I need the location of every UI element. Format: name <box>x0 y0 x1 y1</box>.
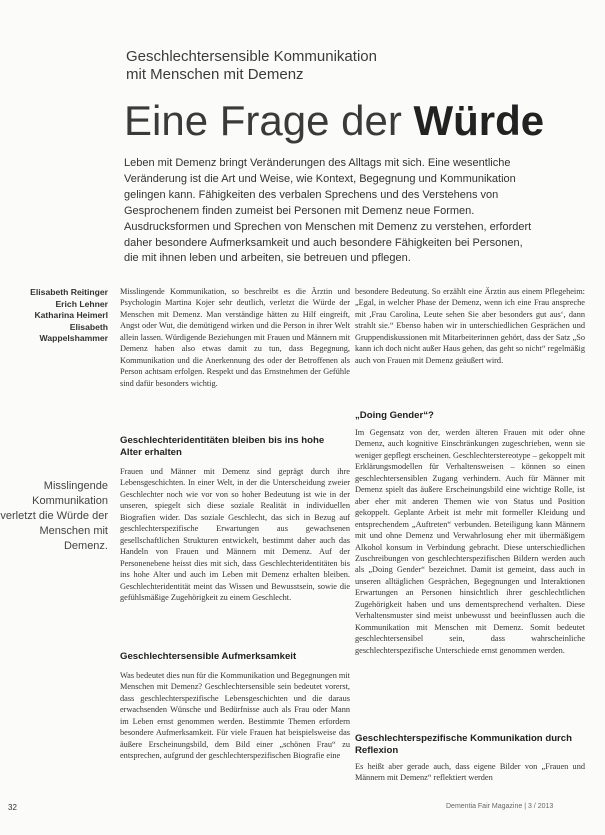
column-2-heading-1: „Doing Gender“? <box>355 410 434 421</box>
column-2-paragraph-2: Im Gegensatz von der, werden älteren Frauen mit oder ohne Demenz, auch kognitive Einschränkungen zugeschrieben, wenn sie weniger gepflegt erscheinen. Geschlechterstereotype – gekoppelt mit Erklärungsmodellen für Verhaltensweisen – können so einen geschlechtersensiblen Zugang verhindern. Auch für Männer mit Demenz spielt das äußere Erscheinungsbild eine wichtige Rolle, ist aber eher mit anderen Themen wie von Status und Position gekoppelt. Geplante Arbeit ist mehr mit formeller Kleidung und entsprechendem „Auftreten“ verbunden. Beteiligung kann Männern mit und ohne Demenz und Verwahrlosung eher mit übermäßigem Alkohol konsum in Verbindung gebracht. Diese unterschiedlichen Zuschreibungen von geschlechterspezifischen Bildern werden auch als „Doing Gender“ bezeichnet. Damit ist gemeint, dass auch in unseren alltäglichen Gesprächen, Begegnungen und Interaktionen Erwartungen an Personen hinsichtlich ihrer geschlechtlichen Zugehörigkeit haben und uns dementsprechend verhalten. Diese Verhaltensmuster sind meist unbewusst und beeinflussen auch die Kommunikation mit Menschen mit Demenz. Somit bedeutet geschlechtersensibel sein, dass wahrscheinliche geschlechterspezifische Unterschiede ernst genommen werden. <box>355 428 585 655</box>
supertitle-line-2: mit Menschen mit Demenz <box>126 66 304 83</box>
supertitle <box>126 48 566 84</box>
supertitle-line-1: Geschlechtersensible Kommunikation <box>126 48 377 65</box>
pull-quote: Misslingende Kommunikation verletzt die Würde der Menschen mit Demenz. <box>0 480 108 552</box>
author-1: Elisabeth Reitinger <box>30 287 108 297</box>
column-1-paragraph-1: Misslingende Kommunikation, so beschreibt es die Ärztin und Psychologin Martina Kojer sehr deutlich, verletzt die Würde der Menschen mit Demenz. Man verständige hätten zu Hilf eingreift, Angst oder Wut, die demütigend wirken und die Person in ihrer Welt allein lassen. Würdigende Beziehungen mit Frauen und Männern mit Demenz haben also etwas damit zu tun, dass Begegnung, Kommunikation und die Anerkennung des oder der Betroffenen als Person achtsam erfolgen. Respekt und das Ernstnehmen der Gefühle sind dafür besonders wichtig. <box>120 287 350 388</box>
column-2-heading-2: Geschlechterspezifische Kommunikation durch Reflexion <box>355 733 572 756</box>
column-1-heading-1: Geschlechteridentitäten bleiben bis ins hohe Alter erhalten <box>120 435 325 458</box>
author-2: Erich Lehner <box>55 298 108 309</box>
column-2-paragraph-3: Es heißt aber gerade auch, dass eigene Bilder von „Frauen und Männern mit Demenz“ reflektiert werden <box>355 762 585 783</box>
page-number: 32 <box>8 803 17 812</box>
author-4: Elisabeth Wappelshammer <box>39 321 108 344</box>
title-bold: Würde <box>413 97 545 144</box>
column-1-paragraph-2: Frauen und Männer mit Demenz sind geprägt durch ihre Lebensgeschichten. In einer Welt, in der die Unterscheidung zweier Geschlechter noch wie vor von so hoher Bedeutung ist wie in der unseren, spiegelt sich diese soziale Realität in individuellen Biografien wider. Das soziale Geschlecht, das sich in Bezug auf geschlechterspezifische Erwartungen aus gewachsenen gesellschaftlichen Strukturen entwickelt, bestimmt daher auch das Handeln von Frauen und Männern mit Demenz. Auf der Personenebene heisst dies mit sich, dass Geschlechteridentitäten bis ins hohe Alter und auch im Leben mit Demenz erhalten bleiben. Geschlechteridentität meint das Wissen und Bewusstsein, sowie die gefühlsmäßige Zugehörigkeit zu einem Geschlecht. <box>120 467 350 602</box>
author-list <box>0 287 108 345</box>
lead-paragraph: Leben mit Demenz bringt Veränderungen des Alltags mit sich. Eine wesentliche Veränderung ist die Art und Weise, wie Kontext, Begegnung und Kommunikation gelingen kann. Fähigkeiten des verbalen Sprechens und des Verstehens von Gesprochenem finden zumeist bei Personen mit Demenz neue Formen. Ausdrucksformen und Sprechen von Menschen mit Demenz zu verstehen, erfordert daher besondere Aufmerksamkeit und auch besondere Fähigkeiten bei Personen, die mit ihnen leben und arbeiten, sie betreuen und pflegen. <box>124 157 532 265</box>
footer-source: Dementia Fair Magazine | 3 / 2013 <box>446 803 554 810</box>
article-title <box>124 96 594 146</box>
column-2-paragraph-1: besondere Bedeutung. So erzählt eine Ärztin aus einem Pflegeheim: „Egal, in welcher Phase der Demenz, wenn ich eine Frau anspreche mit ,Frau Carolina, Leute sehen Sie aber besonders gut aus‘, dann strahlt sie.“ Ebenso haben wir in unterschiedlichen Gesprächen und Gruppendiskussionen mit Mitarbeiterinnen gehört, dass der Satz „So kann ich doch nicht außer Haus gehen, das geht so nicht“ regelmäßig auch von Frauen mit Demenz geäußert wird. <box>355 287 585 365</box>
author-3: Katharina Heimerl <box>34 310 108 321</box>
title-regular: Eine Frage der <box>124 97 414 144</box>
column-1-heading-2: Geschlechtersensible Aufmerksamkeit <box>120 651 297 662</box>
column-1-paragraph-3: Was bedeutet dies nun für die Kommunikation und Begegnungen mit Menschen mit Demenz? Geschlechtersensible sein bedeutet vorerst, dass geschlechterspezifische Lebensgeschichten und die daraus erwachsenden Wünsche und Bedürfnisse auch als Frau oder Mann im Leben ernst genommen werden. Bestimmte Themen erfordern besondere Aufmerksamkeit. Für viele Frauen hat beispielsweise das äußere Erscheinungsbild, dem Bild einer „schönen Frau“ zu entsprechen, aufgrund der geschlechterspezifischen Biografie eine <box>120 671 350 761</box>
